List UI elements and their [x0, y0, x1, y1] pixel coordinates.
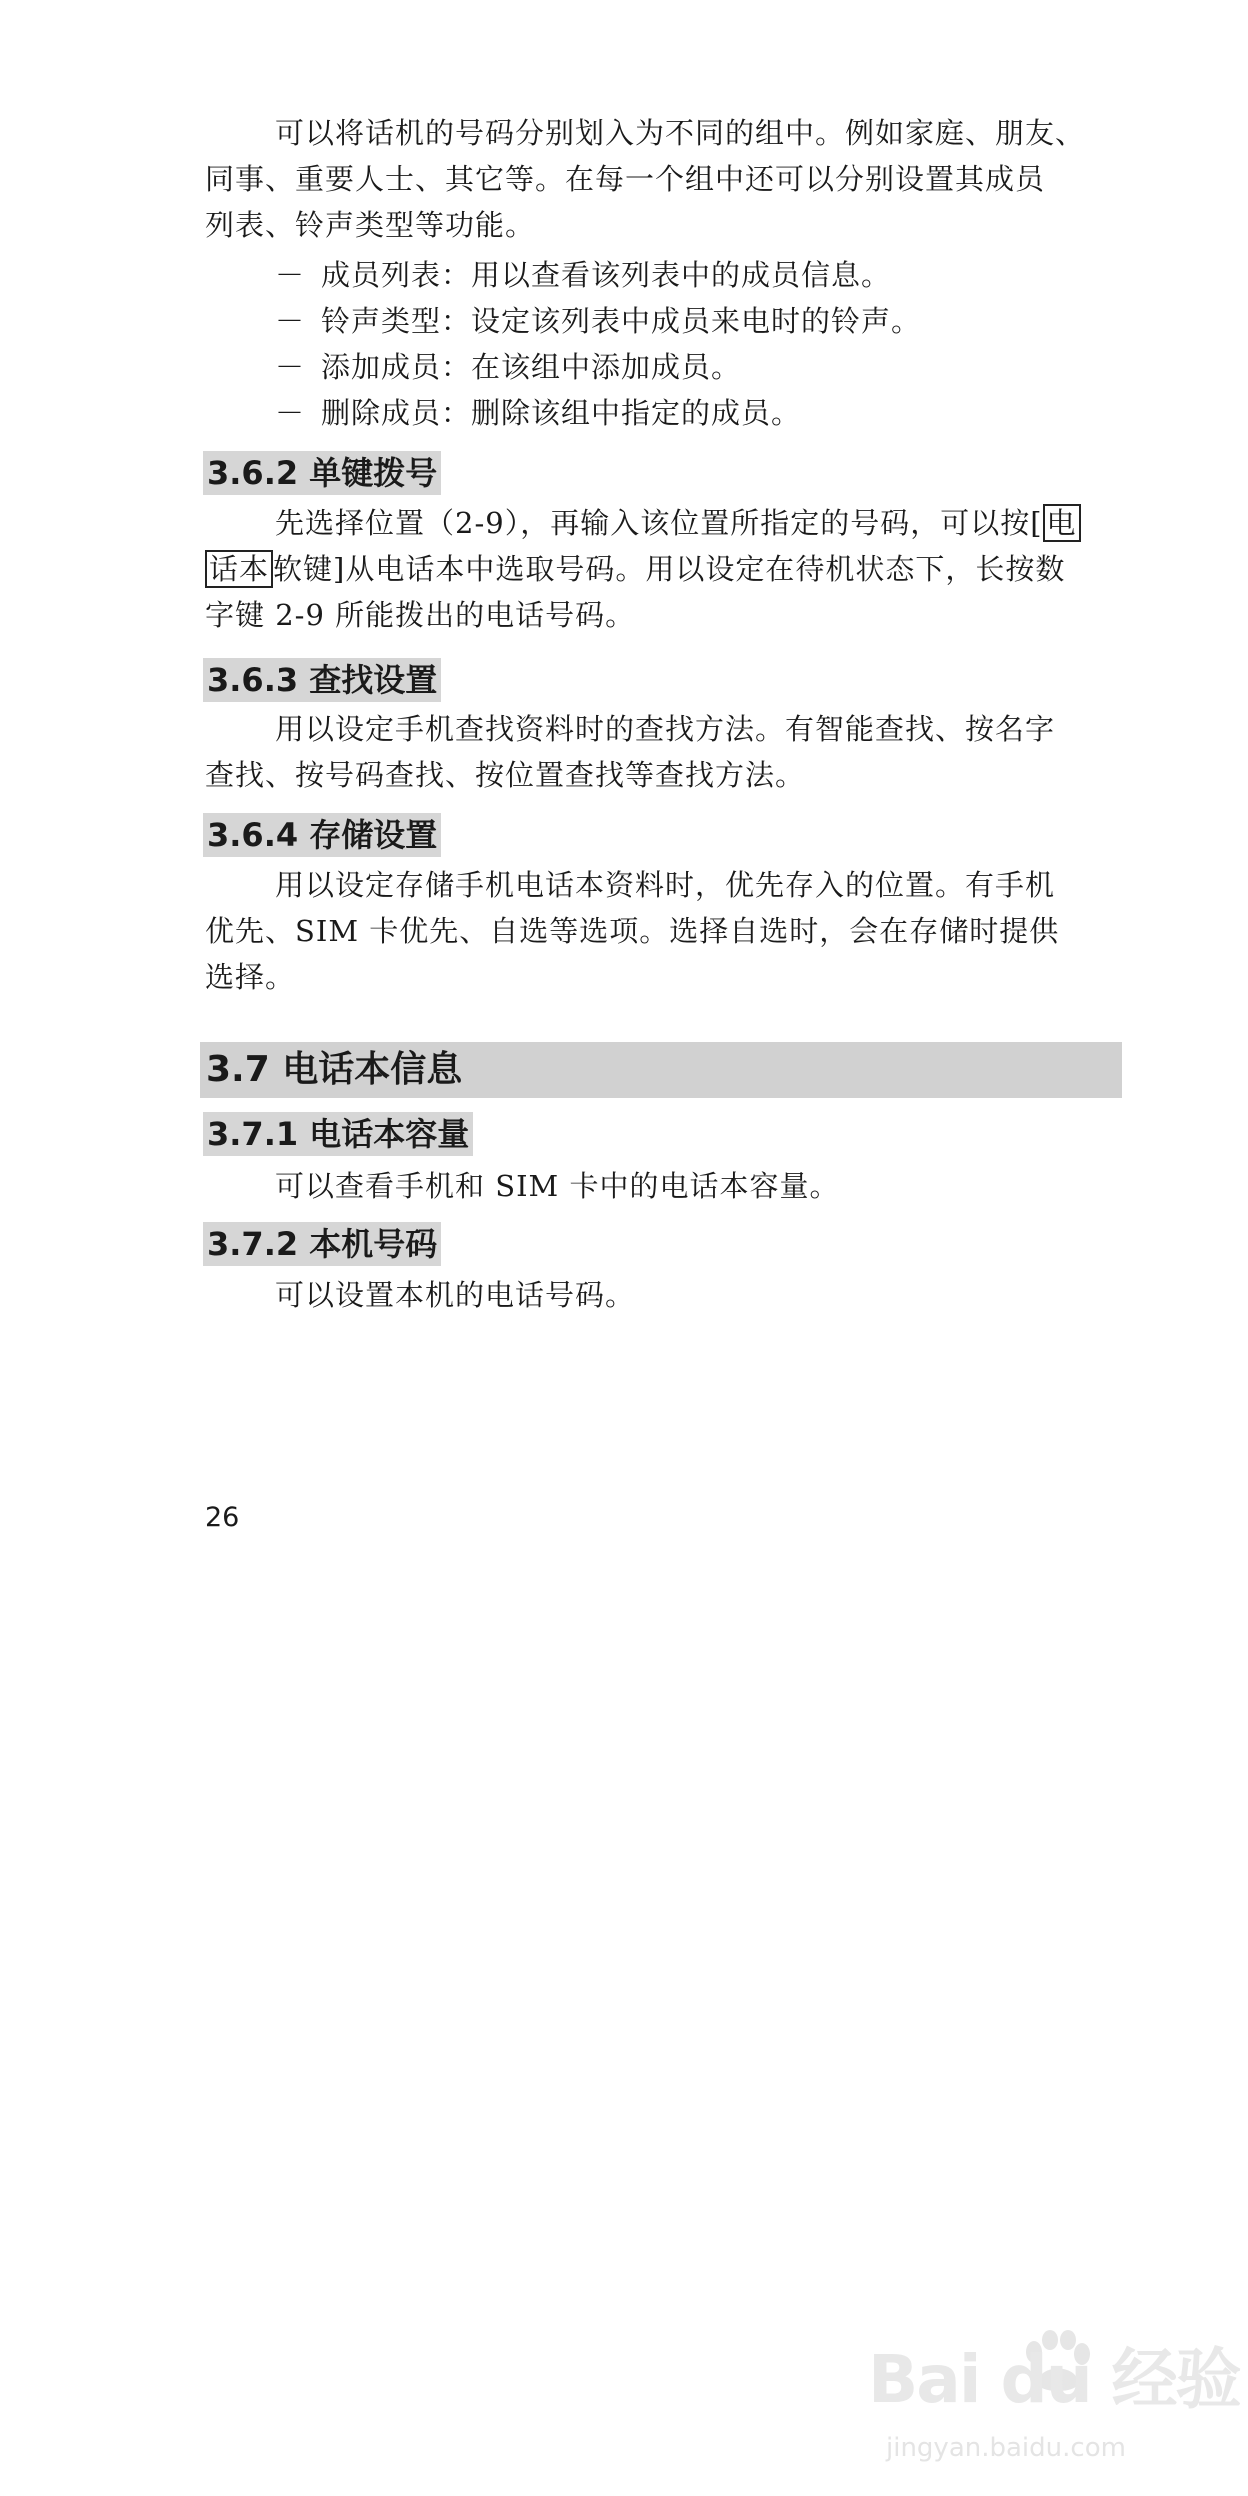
paragraph-line	[205, 500, 1125, 546]
bullet-item	[275, 298, 921, 344]
section-3-6-4-paragraph	[205, 862, 1125, 1000]
bullet-item	[275, 390, 801, 436]
section-heading-3-7-2: 3.7.2 本机号码	[203, 1222, 441, 1266]
softkey-label-box: 电	[1043, 504, 1081, 542]
section-3-6-3-paragraph	[205, 706, 1125, 798]
page-number: 26	[205, 1502, 240, 1533]
paragraph-line: 可以设置本机的电话号码。	[275, 1278, 636, 1312]
paragraph-line	[205, 546, 1125, 592]
paragraph-text: 软键]从电话本中选取号码。用以设定在待机状态下，长按数	[273, 552, 1066, 586]
bullet-dash: －	[275, 350, 306, 384]
paragraph-text: 先选择位置（2-9），再输入该位置所指定的号码，可以按[	[275, 506, 1043, 540]
bullet-dash: －	[275, 304, 306, 338]
bullet-item	[275, 252, 891, 298]
softkey-label-box: 话本	[205, 550, 273, 588]
bullet-dash: －	[275, 258, 306, 292]
paragraph-line: 字键 2-9 所能拨出的电话号码。	[205, 598, 636, 632]
section-heading-3-7-1: 3.7.1 电话本容量	[203, 1112, 473, 1156]
section-3-7-2-paragraph	[205, 1272, 1125, 1318]
paragraph-line: 可以查看手机和 SIM 卡中的电话本容量。	[275, 1169, 840, 1203]
section-heading-3-7: 3.7 电话本信息	[200, 1042, 1122, 1098]
intro-paragraph	[205, 110, 1125, 248]
bullet-item	[275, 344, 741, 390]
intro-line: 可以将话机的号码分别划入为不同的组中。例如家庭、朋友、	[275, 116, 1086, 150]
section-heading-3-6-3: 3.6.3 查找设置	[203, 658, 441, 702]
intro-line: 同事、重要人士、其它等。在每一个组中还可以分别设置其成员	[205, 162, 1046, 196]
section-heading-3-6-4: 3.6.4 存储设置	[203, 813, 441, 857]
bullet-dash: －	[275, 396, 306, 430]
watermark-url: jingyan.baidu.com	[886, 2433, 1126, 2463]
baidu-jingyan-watermark	[868, 2330, 1240, 2480]
bullet-text: 删除成员：删除该组中指定的成员。	[321, 396, 802, 430]
paragraph-line: 用以设定存储手机电话本资料时，优先存入的位置。有手机	[275, 868, 1056, 902]
section-3-7-1-paragraph	[205, 1163, 1125, 1209]
bullet-text: 添加成员：在该组中添加成员。	[321, 350, 742, 384]
paragraph-line: 查找、按号码查找、按位置查找等查找方法。	[205, 758, 806, 792]
paragraph-line: 用以设定手机查找资料时的查找方法。有智能查找、按名字	[275, 712, 1056, 746]
section-heading-3-6-2: 3.6.2 单键拨号	[203, 451, 441, 495]
section-3-6-2-paragraph	[205, 500, 1125, 638]
intro-line: 列表、铃声类型等功能。	[205, 208, 536, 242]
paragraph-line: 优先、SIM 卡优先、自选等选项。选择自选时，会在存储时提供	[205, 914, 1060, 948]
bullet-text: 成员列表：用以查看该列表中的成员信息。	[321, 258, 892, 292]
bullet-text: 铃声类型：设定该列表中成员来电时的铃声。	[321, 304, 922, 338]
paragraph-line: 选择。	[205, 960, 296, 994]
watermark-logo: Bai du 经验	[868, 2341, 1240, 2418]
